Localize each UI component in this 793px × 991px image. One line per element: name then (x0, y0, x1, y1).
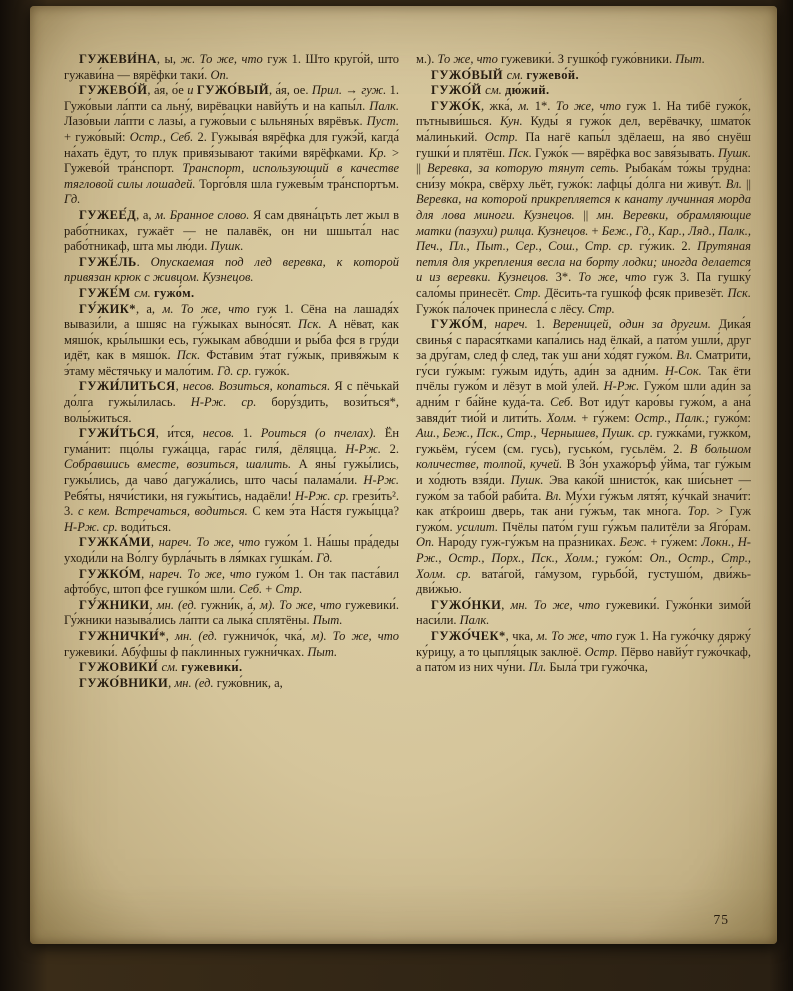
entry-text: гужевики́. Гу́жники называ́лись ла́пти са лыка́ сплятёны. (64, 597, 399, 628)
headword: ГУЖО́К (431, 98, 481, 113)
entry-text: Вл. (545, 488, 566, 503)
entry-text: грези́ть². 3. (64, 488, 399, 519)
entry-text: м. То же, что (162, 301, 257, 316)
column-right (416, 52, 751, 896)
entry-text: гужевики́. Гужо́нки зимо́й наси́ли. (416, 597, 751, 628)
entry-text: мн. Веревки, обрамляющие матки (пазухи) рилца. Кузнецов. (416, 207, 751, 238)
entry-text: Гужо́к — вярёфка вос завя́зывать. (535, 145, 718, 160)
entry-text: Фста́вим э́тат гу́жык, привя́жым к э́таму мёстячьку и мало́тим. (64, 348, 399, 378)
entry-text: Стр. (275, 582, 303, 597)
entry-text: гужевики́. Абу́фшы ф па́клинных гужни́чках. (64, 644, 308, 659)
entry-text: Я сам двяна́цъть лет жыл в рабо́тниках, гужаёт — не палавёк, он ни шшыта́л нас рабо́тникаф, шта мы лю́ди. (64, 207, 399, 254)
entry-text: А яны́ гужы́лись, гужы́лись, да чаво́ дагужа́лись, што часы́ палама́ли. (64, 457, 399, 488)
entry-text: нареч. То же, что (149, 566, 256, 581)
dictionary-entry (416, 317, 751, 598)
entry-text: Оп. (416, 535, 438, 550)
entry-text: Была́ три гужо́чка, (549, 660, 648, 675)
entry-text: Пёрво навйу́т гужо́чкаф, а пато́м из них чу́ни. (416, 644, 751, 675)
entry-text: + гу́жем: (650, 535, 702, 550)
entry-text: То же, что (437, 52, 501, 66)
entry-text: Пчёлы пато́м гуш гу́жъм палитёли за Яго́рам. (502, 519, 751, 534)
entry-text: , и́тся, (155, 426, 203, 441)
entry-text: Пл. (528, 660, 550, 675)
dictionary-entry (416, 99, 751, 317)
dictionary-entry (64, 302, 399, 380)
headword: ГУ́ЖИК* (79, 301, 136, 316)
entry-text: Я с пёчькай до́лга гужы́лилась. (64, 379, 400, 410)
entry-text: То же, что (555, 98, 627, 113)
entry-text: Так ёти пчёлы гужо́м и лёзут в мой у́лей. (416, 363, 751, 394)
dictionary-entry (64, 52, 399, 83)
entry-text: м. Бранное слово. (155, 207, 253, 222)
entry-text: Пушк. (717, 145, 751, 160)
headword: ГУЖЕВИ́НА (79, 52, 157, 66)
entry-text: , а, (136, 207, 156, 222)
entry-text: см. (506, 67, 527, 82)
entry-text: нареч. То же, что (158, 535, 265, 550)
entry-text: м.). (416, 52, 438, 66)
entry-text: Прил. → гуж. (311, 83, 390, 98)
entry-text: Палк. (459, 613, 490, 628)
headword: ГУЖКО́М (79, 566, 142, 581)
entry-text: В большом количестве, толпой, кучей. (416, 441, 751, 472)
entry-text: Пушк. (510, 473, 550, 488)
entry-text: , (165, 628, 175, 643)
entry-text: Транспорт, использующий в качестве тягловой силы лошадей. (64, 161, 399, 191)
headword: ГУЖЕЕ́Д (79, 207, 137, 222)
entry-text: Опускаемая под лед веревка, к которой привязан крюк с живцом. Кузнецов. (64, 254, 399, 285)
entry-text: , ы, (156, 52, 181, 66)
entry-text: гужо́м: (605, 551, 650, 565)
dictionary-entry (64, 286, 399, 302)
entry-text: Торго́вля шла гужевы́м тра́нспортъм. (199, 176, 399, 191)
entry-text: Вл. (676, 348, 696, 363)
entry-text: Сматри́ти, гу́си гу́жым: гу́жым иду́ть, ади́н за адни́м. (416, 348, 751, 378)
entry-text: Дёсить-та гушко́ф фсяк привезёт. (544, 285, 728, 300)
headword: ГУЖОВИКИ́ (79, 660, 162, 675)
entry-text: мн. (ед. (174, 675, 217, 690)
entry-text: Прутяная петля для укрепления весла на борту лодки; иногда делается и из веревки. Кузнецов. (416, 239, 751, 285)
entry-text: см. (161, 660, 182, 675)
entry-text: Собравшись вместе, возиться, шалить. (64, 457, 299, 472)
headword: ГУЖКА́МИ (79, 535, 151, 550)
entry-text: Пушк. (210, 239, 244, 254)
entry-text: мн. То же, что (510, 597, 606, 612)
entry-text: Беж., Гд., Кар., Ляд., Палк., Печ., Пл., Пыт., Сер., Сош., Стр. ср. (416, 223, 751, 254)
entry-text: Н-Сок. (664, 363, 709, 378)
entry-text: гужо́м: (714, 410, 751, 425)
entry-text: усилит. (456, 519, 503, 534)
headword: ГУЖО́ЧЕК* (431, 628, 506, 643)
entry-text: см. (134, 285, 154, 300)
headword: ГУЖИ́ТЬСЯ (79, 426, 156, 441)
headword: ГУЖИ́ЛИТЬСЯ (79, 379, 176, 394)
entry-text: нареч. (494, 317, 536, 332)
headword: ГУ́ЖНИКИ (79, 597, 150, 612)
entry-text: гу́жик. 2. (639, 239, 698, 254)
entry-text: Н-Рж. ср. (294, 488, 353, 503)
entry-text: То же, что (578, 270, 654, 285)
entry-text: Веревка, на которой прикрепляется к канату лучинная морда для лова миноги. Кузнецов. (416, 192, 751, 222)
entry-text: м. То же, что (536, 628, 616, 643)
entry-text: Стр. (587, 301, 615, 316)
entry-text: 1. (535, 317, 553, 332)
dictionary-entry (64, 255, 399, 286)
dictionary-entry (64, 535, 399, 566)
entry-text: Локн., Н-Рж., Остр., Порх., Пск., Холм.; (416, 535, 751, 565)
entry-text: Вл. (725, 176, 746, 191)
entry-text: Гд. (316, 551, 333, 565)
entry-text: В Зо́н ухажо́ръф у́йма, таг гу́жым и хо́дють взя́ди. (416, 457, 751, 488)
entry-text: || (745, 176, 751, 191)
dictionary-entry (64, 379, 399, 426)
headword: ГУЖЕ́ЛЬ (79, 254, 137, 269)
column-left (64, 52, 399, 896)
entry-text: Беж. (619, 535, 651, 550)
entry-text: и (187, 83, 197, 98)
entry-text: Ребя́ты, нячи́стики, ня гужы́тись, надаёли! (64, 488, 295, 503)
dictionary-entry (416, 598, 751, 629)
entry-text: гуж 1. Што круго́й, што гужави́на — вярёфки таки́. (64, 52, 399, 82)
entry-text: , (141, 566, 150, 581)
entry-text: Н-Рж. (603, 379, 644, 394)
page-number: 75 (713, 912, 729, 927)
entry-text: Ён гума́нит: пцо́лы гужа́цца, гара́с гиля́, дёляцца. (64, 426, 400, 456)
entry-text: Палк. (369, 98, 399, 113)
entry-text: 3*. (555, 270, 579, 285)
entry-text: м). То же, что (259, 597, 346, 612)
entry-text: Остр., Палк.; (634, 410, 715, 425)
text-block (64, 52, 751, 896)
dictionary-entry (416, 629, 751, 676)
dictionary-entry (416, 52, 751, 68)
dictionary-entry (64, 660, 399, 676)
entry-text: Вот иду́т каро́вы гужо́м, а ана́ завяди́т тио́й и лити́ть. (416, 395, 751, 425)
entry-text: бору́здить, вози́ться*, волы́житься. (64, 395, 399, 425)
entry-text: гуж 3. Па гушку́ сало́мы принесёт. (416, 270, 751, 300)
entry-text: Лазо́выи ла́пти с лазы́, а гужо́выи с ыльняны́х вярёвък. (64, 114, 367, 129)
entry-text: > Гужево́й тра́нспорт. (64, 145, 399, 176)
headword: ГУЖО́ВЫЙ (431, 67, 507, 82)
entry-text: Роиться (о пчелах). (260, 426, 385, 441)
entry-text: 1. Гужо́выи ла́пти са льну́, вирёвацки навйу́ть и на капы́л. (64, 83, 400, 113)
entry-text: , (501, 597, 511, 612)
entry-text: Па нагё капы́л здёлаеш, на яво́ снуёш гушки́ и плятёш. (416, 129, 751, 160)
entry-text: Гд. ср. (217, 363, 255, 378)
entry-text: Аш., Беж., Пск., Стр., Чернышев, Пушк. ср. (416, 426, 657, 441)
headword: дю́жий. (504, 83, 550, 98)
entry-text: несов. Возиться, копаться. (182, 379, 335, 394)
entry-text: Эва како́й шнисто́к, как ши́сьнет — гужо́м за табо́й раби́та. (416, 473, 751, 503)
entry-text: Вереницей, один за другим. (552, 317, 719, 332)
entry-text: 1. (242, 426, 261, 441)
entry-text: гужо́м 1. На́шы пра́деды уходи́ли на Во́лгу бурла́чыть в ля́мках гушка́м. (64, 535, 399, 565)
entry-text: Оп. (210, 67, 229, 82)
entry-text: Остр. (584, 644, 621, 659)
entry-text: гуж 1. Сёна на лашадя́х вывази́ли, а шшяс на гу́жыках выно́сят. (64, 301, 399, 332)
entry-text: Рыбака́м то́жы тру́дна: сни́зу мо́кра, свёрху льёт, гужо́к: лафцы́ до́лга ни живу́т. (416, 161, 751, 191)
entry-text: Пск. (727, 285, 751, 300)
entry-text: Пыт. (307, 644, 338, 659)
headword: ГУЖНИЧКИ́* (79, 628, 166, 643)
entry-text: А нёват, как мяшо́к, кры́лышки есь, гу́жыкам абво́дши и ры́ба фся в гру́ди идёт, как в мяшо́к. (64, 317, 399, 363)
entry-text: вата́гой, га́музом, гурьбо́й, густушо́м, дви́жь-дви́жью. (416, 566, 751, 597)
entry-text: Остр., Себ. (129, 129, 198, 144)
entry-text: 2. (389, 441, 399, 456)
entry-text: Гд. (64, 192, 81, 207)
headword: гужевики́. (181, 660, 243, 675)
entry-text: мн. (ед. (156, 597, 201, 612)
entry-text: || (583, 207, 597, 222)
headword: ГУЖЕ́М (79, 285, 135, 300)
entry-text: Куды́ я гужо́к дел, верёвачку, шмато́к ма́линький. (416, 114, 751, 144)
entry-text: + (591, 223, 602, 238)
entry-text: Стр. (514, 285, 545, 300)
entry-text: , (150, 535, 159, 550)
entry-text: гужо́м 1. Он так паста́вил афто́бус, штоп фсе гушко́м шли. (64, 566, 399, 597)
entry-text: Н-Рж. ср. (64, 519, 121, 534)
entry-text: , (149, 597, 157, 612)
headword: ГУЖО́ВНИКИ (79, 675, 169, 690)
entry-text: мн. (ед. (174, 628, 224, 643)
entry-text: Пыт. (675, 52, 705, 66)
entry-text: + (265, 582, 276, 597)
entry-text: Пыт. (312, 613, 343, 628)
dictionary-entry (416, 83, 751, 99)
entry-text: Тор. (687, 504, 717, 519)
dictionary-entry (64, 208, 399, 255)
entry-text: Дика́я свинья́ с парася́тками капа́лись над ёлкай, а пато́м ушли́, друг за дру́гам, след ф след, так уш ани́ хо́дят гужо́м. (416, 317, 751, 363)
entry-text: Остр. (484, 129, 526, 144)
entry-text: Себ. (550, 395, 580, 410)
entry-text: . (136, 254, 151, 269)
headword: гужо́м. (153, 285, 195, 300)
entry-text: Пуст. (366, 114, 399, 129)
entry-text: , (168, 675, 175, 690)
entry-text: Оп., Остр., Стр., Холм. ср. (416, 551, 751, 581)
entry-text: гужка́ми, гужко́м, гужьём, гу́сем (см. гусь), гусько́м, гусьлём. 2. (416, 426, 751, 456)
dictionary-entry (64, 629, 399, 660)
entry-text: гуж 1. На гужо́чку дяржу́ ку́рицу, а то цыпля́цык заклюё. (416, 628, 751, 659)
entry-text: 2. Гужыва́я вярёфка для гужэ́й, кагда́ на́хать ёдут, то плук привя́зывают таки́ми вярёфками. (64, 129, 399, 160)
entry-text: м. (518, 98, 535, 113)
dictionary-page (30, 6, 777, 944)
entry-text: 1*. (534, 98, 556, 113)
entry-text: , а, (135, 301, 163, 316)
entry-text: , а́я, о́е (147, 83, 188, 98)
entry-text: Гужо́м шли ади́н за адни́м г ба́йне куда́-та. (416, 379, 751, 410)
entry-text: Кр. (368, 145, 392, 160)
entry-text: см. (485, 83, 505, 98)
entry-text: гужничо́к, чка́, (223, 628, 312, 643)
entry-text: Н-Рж. ср. (190, 395, 272, 410)
headword: ГУЖЕВО́Й (79, 83, 148, 98)
entry-text: гужни́к, а́, (200, 597, 260, 612)
entry-text: , чка, (505, 628, 537, 643)
dictionary-entry (64, 567, 399, 598)
entry-text: Себ. (238, 582, 266, 597)
entry-text: несов. (202, 426, 243, 441)
entry-text: , (483, 317, 495, 332)
entry-text: + гужо́вый: (64, 129, 130, 144)
entry-text: Му́хи гу́жъм лятя́т, ку́чкай значи́т: как атќроиш дверь, так ани́ гу́жъм, так мно́га. (416, 488, 751, 519)
entry-text: Веревка, за которую тянут сеть. (426, 161, 625, 176)
dictionary-entry (416, 68, 751, 84)
entry-text: гуж 1. На тибё гужо́к, пътныви́шься. (416, 98, 751, 129)
entry-text: Н-Рж. (345, 441, 390, 456)
entry-text: Пск. (176, 348, 207, 363)
entry-text: гужо́к. (254, 363, 290, 378)
entry-text: С кем э́та На́стя гужы́цца? (252, 504, 399, 519)
dictionary-entry (64, 83, 399, 208)
dictionary-entry (64, 676, 399, 692)
entry-text: || (416, 161, 427, 176)
entry-text: води́ться. (120, 519, 172, 534)
headword: ГУЖО́НКИ (431, 597, 502, 612)
entry-text: > Гуж гужо́м. (416, 504, 751, 534)
headword: ГУЖО́ВЫЙ (196, 83, 269, 98)
headword: ГУЖО́М (431, 317, 484, 332)
headword: гужево́й. (526, 67, 579, 82)
entry-text: гужевики́. З гушко́ф гужо́вники. (500, 52, 676, 66)
entry-text: + гу́жем: (581, 410, 635, 425)
headword: ГУЖО́Й (431, 83, 486, 98)
entry-text: Пск. (508, 145, 535, 160)
entry-text: Пск. (298, 317, 329, 332)
entry-text: Наро́ду гуж-гу́жъм на пра́зниках. (437, 535, 620, 550)
entry-text: м). То же, что (311, 628, 399, 643)
dictionary-entry (64, 426, 399, 535)
entry-text: Кун. (499, 114, 531, 129)
entry-text: , а́я, ое. (268, 83, 312, 98)
entry-text: , жка́, (480, 98, 519, 113)
entry-text: , (175, 379, 183, 394)
entry-text: Гужо́к па́лочек принесла́ с лёсу. (416, 301, 588, 316)
entry-text: ж. То же, что (180, 52, 268, 66)
entry-text: с кем. Встречаться, водиться. (78, 504, 253, 519)
dictionary-entry (64, 598, 399, 629)
entry-text: гужо́вник, а, (216, 675, 283, 690)
entry-text: Н-Рж. (363, 473, 399, 488)
entry-text: Холм. (546, 410, 582, 425)
